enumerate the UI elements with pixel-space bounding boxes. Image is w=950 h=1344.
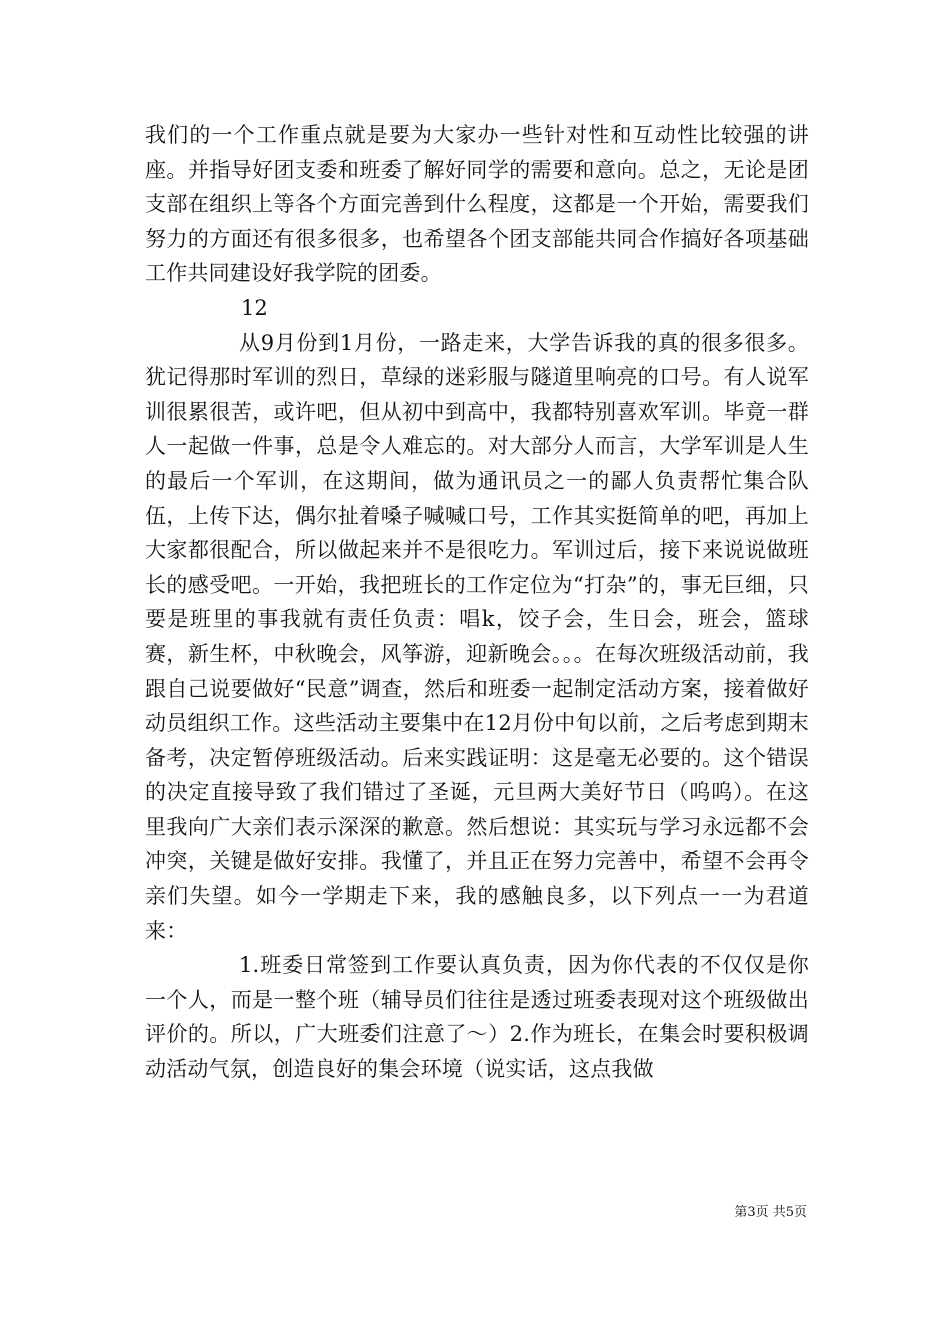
paragraph-reflection: 从9月份到1月份，一路走来，大学告诉我的真的很多很多。犹记得那时军训的烈日，草绿的迷彩服与隧道里响亮的口号。有人说军训很累很苦，或许吧，但从初中到高中，我都特别喜欢军训。毕竟一群人一起做一件事，总是令人难忘的。对大部分人而言，大学军训是人生的最后一个军训，在这期间，做为通讯员之一的鄙人负责帮忙集合队伍，上传下达，偶尔扯着嗓子喊喊口号，工作其实挺简单的吧，再加上大家都很配合，所以做起来并不是很吃力。军训过后，接下来说说做班长的感受吧。一开始，我把班长的工作定位为“打杂”的，事无巨细，只要是班里的事我就有责任负责：唱k，饺子会，生日会，班会，篮球赛，新生杯，中秋晚会，风筝游，迎新晚会。。。在每次班级活动前，我跟自己说要做好“民意”调查，然后和班委一起制定活动方案，接着做好动员组织工作。这些活动主要集中在12月份中旬以前，之后考虑到期末备考，决定暂停班级活动。后来实践证明：这是毫无必要的。这个错误的决定直接导致了我们错过了圣诞，元旦两大美好节日（呜呜）。在这里我向广大亲们表示深深的歉意。然后想说：其实玩与学习永远都不会冲突，关键是做好安排。我懂了，并且正在努力完善中，希望不会再令亲们失望。如今一学期走下来，我的感触良多，以下列点一一为君道来： [145,330,809,943]
paragraph-points: 1.班委日常签到工作要认真负责，因为你代表的不仅仅是你一个人，而是一整个班（辅导员们往往是透过班委表现对这个班级做出评价的。所以，广大班委们注意了～）2.作为班长，在集会时要积极调动活动气氛，创造良好的集会环境（说实话，这点我做 [145,953,809,1082]
document-body [145,118,809,1087]
page-number-footer: 第3页 共5页 [734,1205,807,1220]
section-number: 12 [241,295,268,320]
paragraph-intro: 我们的一个工作重点就是要为大家办一些针对性和互动性比较强的讲座。并指导好团支委和班委了解好同学的需要和意向。总之，无论是团支部在组织上等各个方面完善到什么程度，这都是一个开始，需要我们努力的方面还有很多很多，也希望各个团支部能共同合作搞好各项基础工作共同建设好我学院的团委。 [145,123,809,286]
